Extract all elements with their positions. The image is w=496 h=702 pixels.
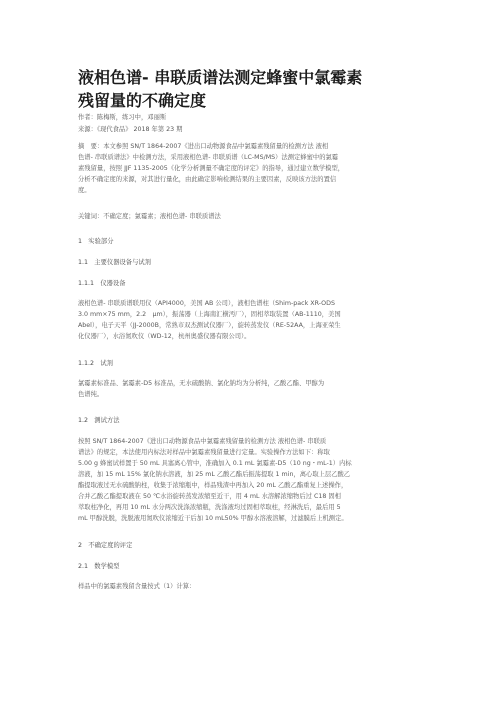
paragraph-line: 合并乙酸乙酯提取液在 50 ℃水浴旋转蒸发浓缩至近干，用 4 mL 水溶解浓缩物后过 C18 固相 (78, 493, 341, 500)
section-heading: 1.1.2 试剂 (78, 360, 113, 367)
paragraph-line: Abel），电子天平（JJ-2000B，常熟市双杰测试仪器厂），旋转蒸发仪（RE-52AA，上海亚荣生 (78, 322, 341, 329)
paragraph-line: 色谱纯。 (78, 391, 104, 398)
section-heading: 2.1 数学模型 (78, 563, 120, 570)
section-heading: 1.1 主要仪器设备与试剂 (78, 259, 151, 266)
title-line: 残留量的不确定度 (78, 91, 207, 110)
paragraph-line: 液相色谱- 串联质谱联用仪（API4000，美国 AB 公司），液相色谱柱（Shim-pack XR-ODS (78, 300, 335, 307)
abstract-line: 素残留量，按照 JJF 1135-2005《化学分析测量不确定度的评定》的指导，通过建立数学模型， (78, 165, 345, 172)
paragraph-line: 化仪器厂），水浴氮吹仪（WD-12，杭州奥盛仪器有限公司）。 (78, 333, 251, 340)
paragraph-line: 酯提取液过无水硫酸钠柱，收集于浓缩瓶中，样品残渣中再加入 20 mL 乙酸乙酯重复上述操作， (78, 482, 348, 489)
paragraph-line: 3.0 mm×75 mm，2.2 μm），振荡器（上海南汇横沔厂），固相萃取装置（AB-1110，美国 (78, 311, 341, 318)
paragraph-line: 5.00 g 蜂蜜试样置于 50 mL 具塞离心管中，准确加入 0.1 mL 氯霉素-D5（10 ng・mL-1）内标 (78, 460, 352, 467)
title-line: 液相色谱- 串联质谱法测定蜂蜜中氯霉素 (78, 68, 363, 87)
section-heading: 2 不确定度的评定 (78, 542, 133, 549)
paragraph-line: 溶液，加 15 mL 15% 氯化钠水溶液，加 25 mL 乙酸乙酯后振荡提取 1 min，离心取上层乙酸乙 (78, 471, 351, 478)
paragraph-line: 样品中的氯霉素残留含量按式（1）计算： (78, 583, 196, 590)
section-heading: 1.1.1 仪器设备 (78, 280, 126, 287)
abstract-line: 摘 要：本文参照 SN/T 1864-2007《进出口动物源食品中氯霉素残留量的检测方法 液相 (78, 143, 329, 150)
keywords: 关键词：不确定度；氯霉素；液相色谱- 串联质谱法 (78, 213, 221, 220)
article-title (78, 66, 428, 112)
section-heading: 1.2 测试方法 (78, 417, 120, 424)
paragraph-line: 谱法》的规定，本法使用内标法对样品中氯霉素残留量进行定量。实验操作方法如下：称取 (78, 449, 330, 456)
paragraph-line: 按照 SN/T 1864-2007《进出口动物源食品中氯霉素残留量的检测方法 液相色谱- 串联质 (78, 438, 327, 445)
paragraph-line: 氯霉素标准品、氯霉素-D5 标准品，无水硫酸钠、氯化钠均为分析纯，乙酸乙酯、甲醇为 (78, 380, 325, 387)
source: 来源：《现代食品》 2018 年第 23 期 (78, 126, 183, 133)
paragraph-line: 萃取柱净化，再用 10 mL 水分两次洗涤浓缩瓶，洗涤液均过固相萃取柱，经淋洗后，最后用 5 (78, 504, 341, 511)
abstract-line: 色谱- 串联质谱法》中检测方法，采用液相色谱- 串联质谱（LC-MS/MS）法测定蜂蜜中的氯霉 (78, 154, 339, 161)
section-heading: 1 实验部分 (78, 238, 114, 245)
abstract-line: 度。 (78, 187, 91, 194)
authors: 作者：陈梅斯，练习中，邓丽斯 (78, 114, 167, 121)
abstract-line: 分析不确定度的来源，对其进行量化，由此确定影响检测结果的主要因素，反映该方法的置信 (78, 176, 337, 183)
paragraph-line: mL 甲醇洗脱，洗脱液用氮吹仪浓缩近干后加 10 mL50% 甲醇水溶液溶解，过滤膜后上机测定。 (78, 515, 348, 522)
